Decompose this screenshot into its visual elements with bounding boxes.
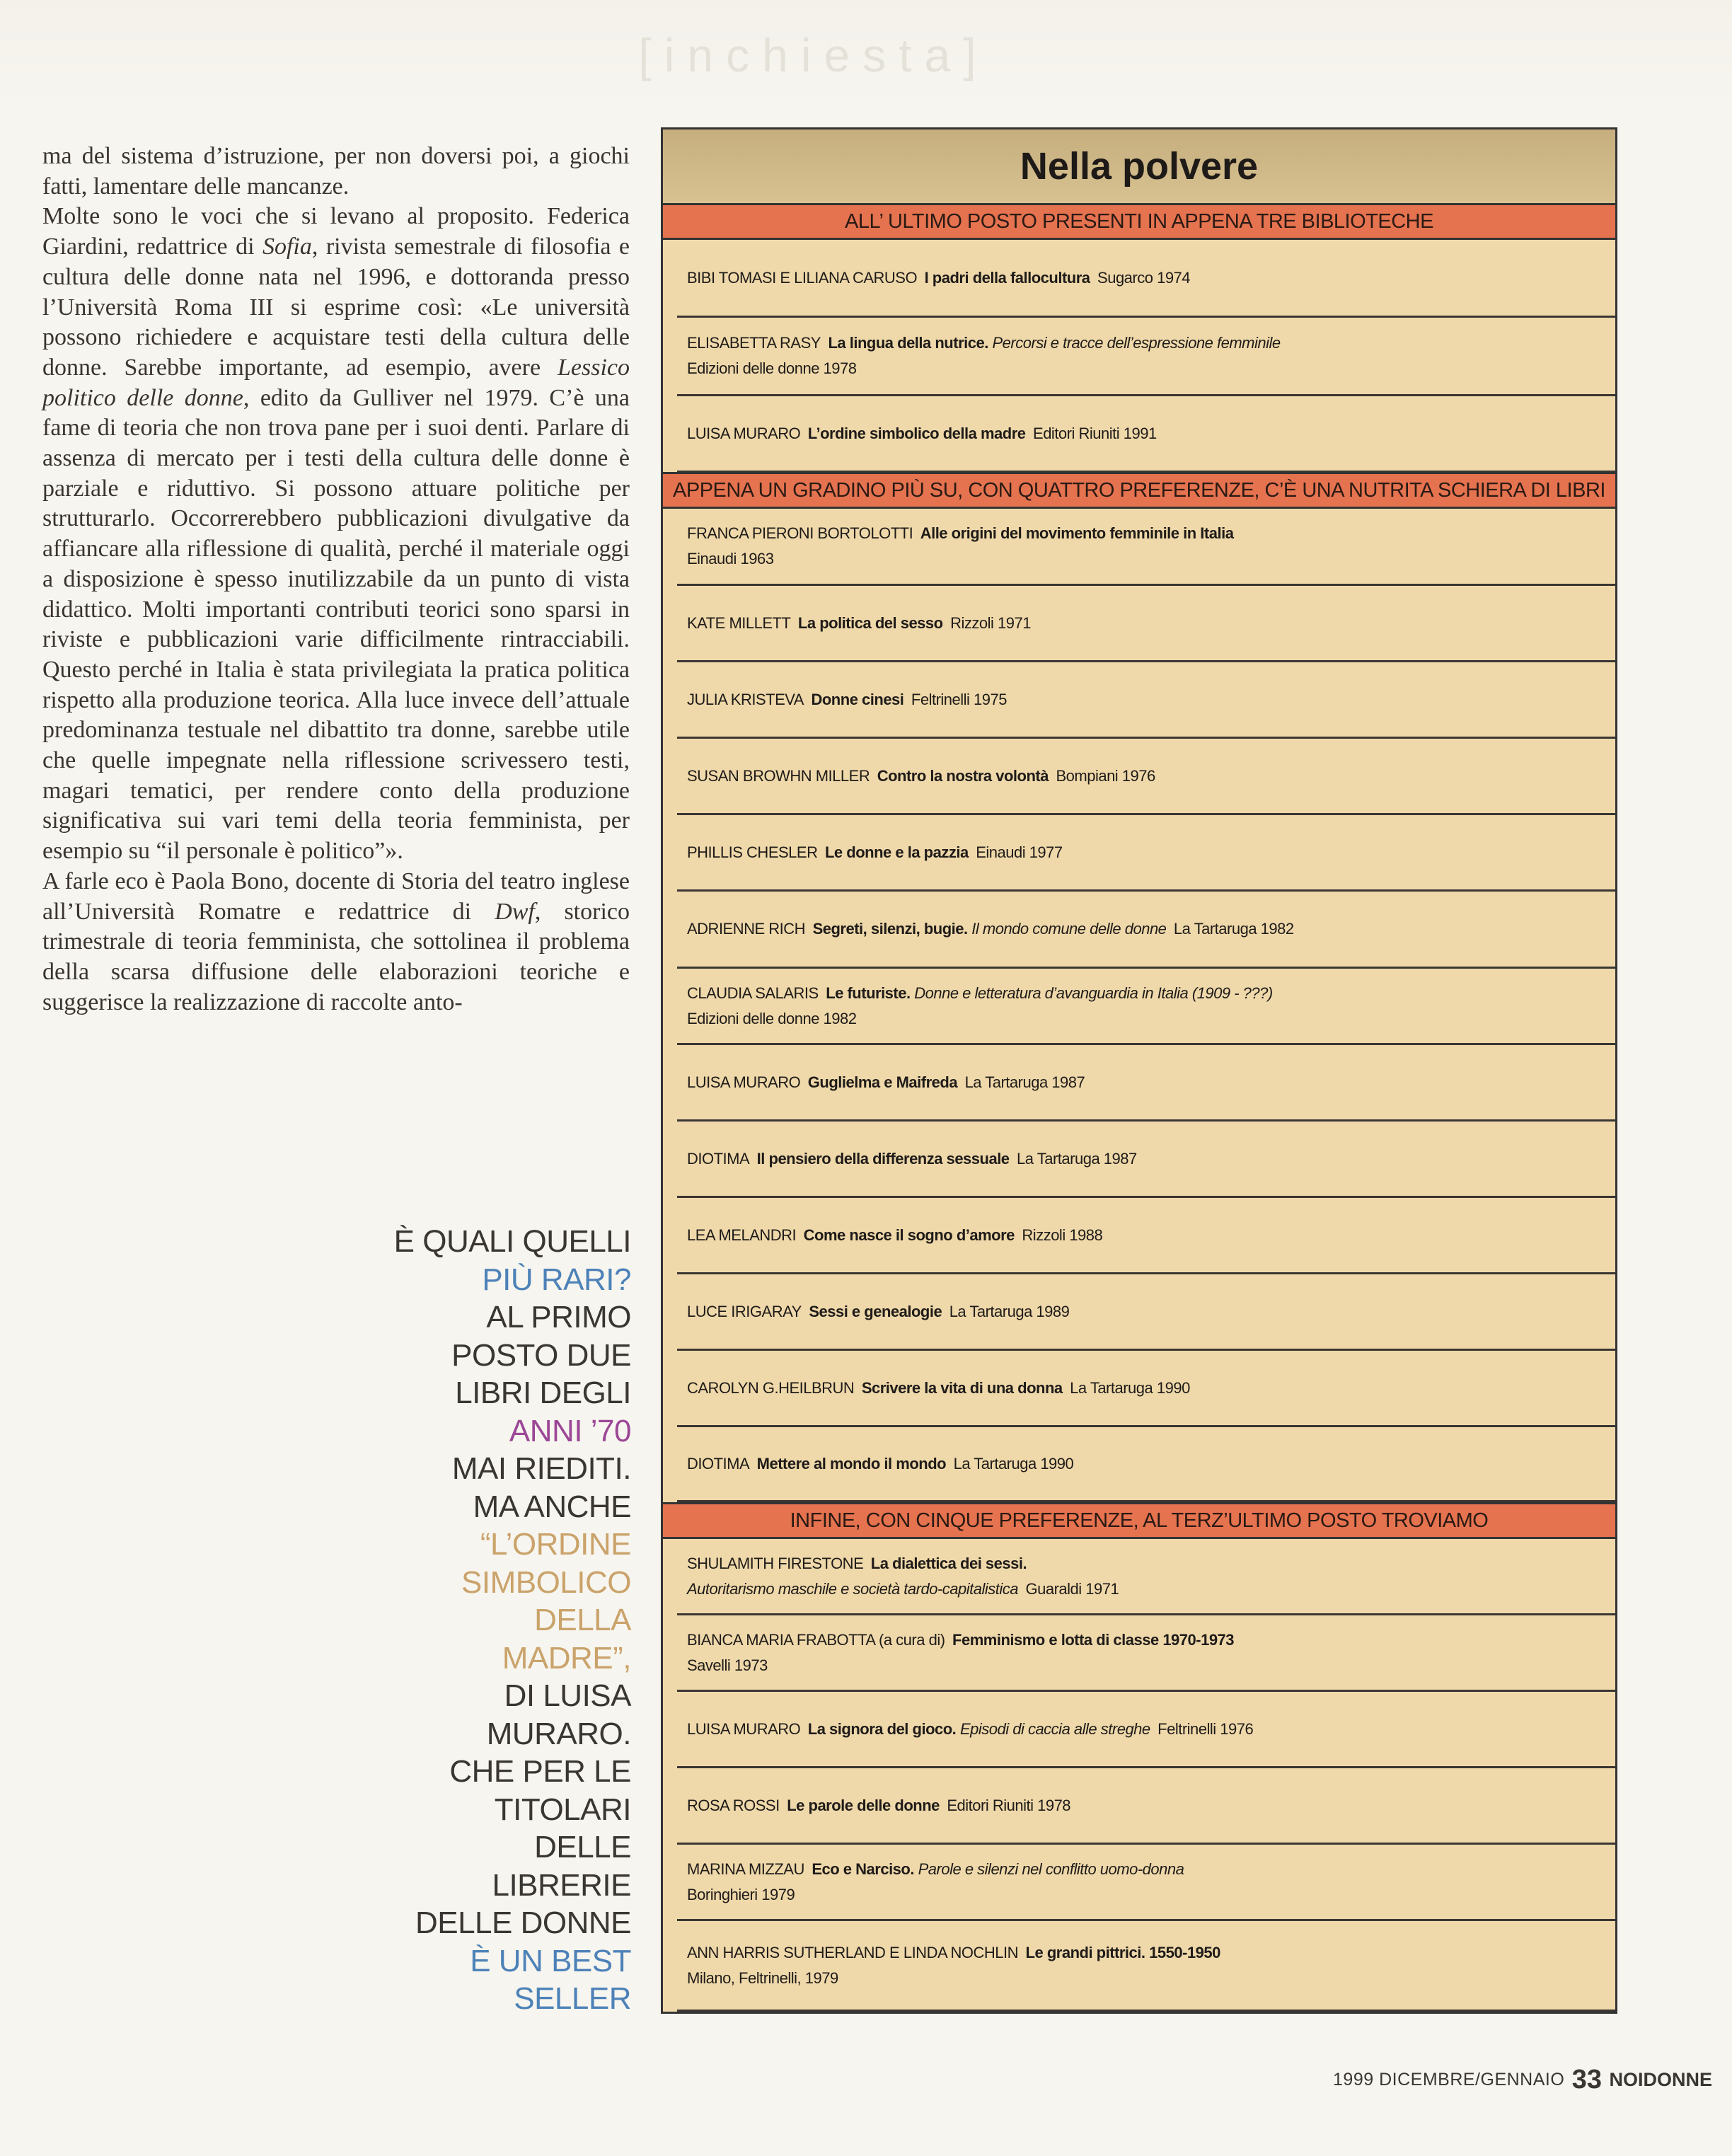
- book-line: [687, 1793, 1615, 1818]
- book-row: [677, 1045, 1615, 1122]
- book-title: Mettere al mondo il mondo: [756, 1454, 947, 1472]
- article-paragraph: [42, 867, 630, 1018]
- book-publisher: Milano, Feltrinelli, 1979: [687, 1968, 838, 1987]
- book-line: [687, 1223, 1615, 1248]
- book-row: [677, 662, 1615, 739]
- book-line: [687, 265, 1615, 291]
- pull-quote-line: MA ANCHE: [473, 1489, 631, 1524]
- book-title: La dialettica dei sessi.: [870, 1554, 1027, 1572]
- book-row: [677, 586, 1615, 662]
- book-title: Le parole delle donne: [787, 1796, 940, 1814]
- book-publisher: Feltrinelli 1975: [911, 690, 1007, 708]
- book-publisher: Rizzoli 1988: [1022, 1226, 1103, 1244]
- pull-quote: [382, 1223, 631, 2018]
- book-publisher: Sugarco 1974: [1097, 268, 1191, 287]
- pull-quote-line: PIÙ RARI?: [482, 1262, 631, 1297]
- page-footer: [1330, 2065, 1712, 2100]
- book-row: [677, 1845, 1615, 1921]
- section-tag: [inchiesta]: [638, 29, 989, 81]
- publication-name: Dwf: [495, 898, 535, 925]
- book-title: I padri della fallocultura: [924, 268, 1090, 287]
- pull-quote-line: MAI RIEDITI.: [451, 1451, 631, 1486]
- book-publisher: Einaudi 1977: [976, 843, 1063, 861]
- book-row: [677, 1539, 1615, 1615]
- pull-quote-line: È UN BEST: [470, 1943, 631, 1978]
- paragraph-text: A farle eco è Paola Bono, docente di Storia del teatro inglese all’Università Romatre e redattrice di: [42, 867, 630, 925]
- book-author: LEA MELANDRI: [687, 1226, 797, 1244]
- book-row: [677, 969, 1615, 1045]
- book-title: Come nasce il sogno d’amore: [803, 1226, 1015, 1244]
- book-author: CLAUDIA SALARIS: [687, 984, 819, 1002]
- pull-quote-line: MADRE”,: [502, 1640, 631, 1676]
- book-line: [687, 356, 1615, 381]
- book-subtitle: Il mondo comune delle donne: [971, 920, 1167, 938]
- book-row: [677, 1274, 1615, 1351]
- book-row: [677, 815, 1615, 892]
- book-line: [687, 1451, 1615, 1477]
- pull-quote-line: CHE PER LE: [449, 1754, 631, 1789]
- pull-quote-line: SELLER: [514, 1981, 631, 2016]
- book-publisher: Edizioni delle donne 1978: [687, 359, 857, 377]
- book-author: DIOTIMA: [687, 1149, 750, 1168]
- pull-quote-line: DELLA: [534, 1603, 631, 1637]
- book-title: Contro la nostra volontà: [877, 766, 1049, 785]
- book-subtitle: Episodi di caccia alle streghe: [959, 1719, 1150, 1738]
- pull-quote-line: LIBRERIE: [492, 1867, 631, 1903]
- book-title: Alle origini del movimento femminile in Italia: [920, 524, 1234, 542]
- book-title: Donne cinesi: [811, 690, 904, 708]
- book-line: [687, 1966, 1615, 1991]
- book-line: [687, 1299, 1615, 1325]
- book-author: LUISA MURARO: [687, 424, 801, 442]
- book-publisher: La Tartaruga 1989: [949, 1302, 1070, 1320]
- section-banner: APPENA UN GRADINO PIÙ SU, CON QUATTRO PREFERENZE, C’È UNA NUTRITA SCHIERA DI LIBRI: [663, 472, 1615, 509]
- book-line: [687, 1627, 1615, 1653]
- section-banner: INFINE, CON CINQUE PREFERENZE, AL TERZ’ULTIMO POSTO TROVIAMO: [663, 1502, 1615, 1539]
- book-line: [687, 611, 1615, 636]
- header-band: [0, 0, 1732, 106]
- book-title: La lingua della nutrice.: [828, 334, 988, 352]
- book-author: ROSA ROSSI: [687, 1796, 780, 1814]
- book-publisher: La Tartaruga 1990: [953, 1454, 1074, 1472]
- book-title: L’ordine simbolico della madre: [807, 424, 1026, 442]
- book-line: [687, 1717, 1615, 1742]
- publication-name: Sofia: [262, 234, 312, 260]
- book-row: [677, 1351, 1615, 1427]
- book-publisher: Rizzoli 1971: [950, 613, 1031, 632]
- paragraph-text: , storico trimestrale di teoria femminista, che sottolinea il problema della scarsa diffusione delle elaborazioni teoriche e suggerisce la realizzazione di raccolte anto-: [42, 898, 630, 1015]
- book-row: [677, 1768, 1615, 1845]
- book-title: Guglielma e Maifreda: [807, 1073, 958, 1091]
- book-title: Segreti, silenzi, bugie.: [812, 920, 968, 938]
- book-row: [677, 509, 1615, 586]
- book-line: [687, 1653, 1615, 1678]
- book-title: Femminismo e lotta di classe 1970-1973: [952, 1630, 1235, 1649]
- book-line: [687, 687, 1615, 713]
- book-line: [687, 1940, 1615, 1966]
- book-row: [677, 1198, 1615, 1274]
- book-publisher: Edizioni delle donne 1982: [687, 1009, 857, 1027]
- book-author: CAROLYN G.HEILBRUN: [687, 1378, 855, 1397]
- paragraph-text: ma del sistema d’istruzione, per non doversi poi, a giochi fatti, lamentare delle mancanze.: [42, 143, 630, 200]
- book-author: LUISA MURARO: [687, 1073, 801, 1091]
- book-list-box: [661, 127, 1617, 2014]
- book-publisher: Feltrinelli 1976: [1157, 1719, 1254, 1738]
- book-author: KATE MILLETT: [687, 613, 791, 632]
- book-subtitle: Percorsi e tracce dell’espressione femminile: [992, 334, 1281, 352]
- book-author: DIOTIMA: [687, 1454, 750, 1472]
- book-author: PHILLIS CHESLER: [687, 843, 818, 861]
- publication-name: Lessico politico delle donne: [42, 354, 630, 411]
- book-line: [687, 1006, 1615, 1032]
- book-title: Scrivere la vita di una donna: [861, 1378, 1063, 1397]
- book-author: FRANCA PIERONI BORTOLOTTI: [687, 524, 913, 542]
- book-line: [687, 1882, 1615, 1908]
- paragraph-text: , edito da Gulliver nel 1979. C’è una fame di teoria che non trova pane per i suoi denti. Parlare di assenza di mercato per i testi della cultura delle donne è parziale e riduttivo. Si possono attuare politiche per strutturarlo. Occorrerebbero pubblicazioni divulgative da affiancare alla riflessione di qualità, perché il materiale oggi a disposizione è spesso inutilizzabile da un punto di vista didattico. Molti importanti contributi teorici sono sparsi in riviste e pubblicazioni varie difficilmente rintracciabili. Questo perché in Italia è stata privilegiata la pratica politica rispetto alla produzione teorica. Alla luce invece dell’attuale predominanza testuale nel dibattito tra donne, sarebbe utile che quelle impegnate nella riflessione scrivessero testi, magari tematici, per rendere conto della produzione significativa sui vari temi della teoria femminista, per esempio su “il personale è politico”».: [42, 384, 630, 865]
- section-banner: ALL’ ULTIMO POSTO PRESENTI IN APPENA TRE BIBLIOTECHE: [663, 203, 1615, 240]
- book-line: [687, 330, 1615, 356]
- pull-quote-line: POSTO DUE: [451, 1337, 631, 1373]
- book-publisher: La Tartaruga 1987: [1017, 1149, 1137, 1168]
- pull-quote-line: TITOLARI: [494, 1792, 631, 1827]
- pull-quote-line: MURARO.: [486, 1716, 631, 1751]
- book-author: ANN HARRIS SUTHERLAND E LINDA NOCHLIN: [687, 1943, 1019, 1961]
- book-publisher: Bompiani 1976: [1056, 766, 1155, 785]
- paragraph-text: , rivista semestrale di filosofia e cultura delle donne nata nel 1996, e dottoranda presso l’Università Roma III si esprime così: «Le università possono richiedere e acquistare testi della cultura delle donne. Sarebbe importante, ad esempio, avere: [42, 234, 630, 381]
- book-publisher: La Tartaruga 1990: [1070, 1378, 1190, 1397]
- pull-quote-line: ANNI ’70: [509, 1413, 631, 1448]
- article-paragraph: [42, 202, 630, 866]
- pull-quote-line: SIMBOLICO: [461, 1564, 631, 1600]
- book-author: LUCE IRIGARAY: [687, 1302, 802, 1320]
- article-body: [42, 142, 630, 1018]
- book-publisher: Editori Riuniti 1978: [947, 1796, 1071, 1814]
- book-author: ELISABETTA RASY: [687, 334, 821, 352]
- book-row: [677, 892, 1615, 969]
- book-line: [687, 1146, 1615, 1172]
- pull-quote-line: LIBRI DEGLI: [455, 1376, 631, 1410]
- book-author: ADRIENNE RICH: [687, 920, 806, 938]
- issue-date: 1999 DICEMBRE/GENNAIO: [1333, 2070, 1565, 2089]
- book-line: [687, 521, 1615, 546]
- book-title: Eco e Narciso.: [812, 1860, 914, 1878]
- book-title: La politica del sesso: [797, 613, 943, 632]
- book-title: La signora del gioco.: [807, 1719, 957, 1738]
- book-row: [677, 739, 1615, 815]
- article-paragraph: [42, 142, 630, 202]
- book-author: MARINA MIZZAU: [687, 1860, 804, 1878]
- book-publisher: Editori Riuniti 1991: [1033, 424, 1157, 442]
- book-author: SHULAMITH FIRESTONE: [687, 1554, 864, 1572]
- paragraph-text: Molte sono le voci che si levano al proposito. Federica Giardini, redattrice di: [42, 203, 630, 260]
- book-author: SUSAN BROWHN MILLER: [687, 766, 870, 785]
- book-author: LUISA MURARO: [687, 1719, 801, 1738]
- book-author: BIBI TOMASI E LILIANA CARUSO: [687, 268, 918, 287]
- book-line: [687, 1376, 1615, 1401]
- book-title: Le futuriste.: [826, 984, 911, 1002]
- book-publisher: Guaraldi 1971: [1025, 1579, 1119, 1598]
- book-line: [687, 1551, 1615, 1576]
- book-row: [677, 1615, 1615, 1692]
- book-row: [677, 240, 1615, 318]
- book-row: [677, 318, 1615, 396]
- book-title: Sessi e genealogie: [809, 1302, 942, 1320]
- pull-quote-line: AL PRIMO: [486, 1300, 631, 1334]
- book-row: [677, 1692, 1615, 1768]
- book-line: [687, 1576, 1615, 1602]
- book-author: BIANCA MARIA FRABOTTA: [687, 1630, 875, 1649]
- book-subtitle: Parole e silenzi nel conflitto uomo-donna: [918, 1860, 1184, 1878]
- book-list-title: Nella polvere: [663, 129, 1615, 205]
- book-line: [687, 916, 1615, 942]
- book-line: [687, 546, 1615, 572]
- pull-quote-line: DELLE DONNE: [415, 1906, 631, 1940]
- book-line: [687, 981, 1615, 1006]
- book-row: [677, 1921, 1615, 2012]
- book-title: Il pensiero della differenza sessuale: [756, 1149, 1010, 1168]
- magazine-name: NOIDONNE: [1609, 2069, 1712, 2090]
- book-subtitle: Donne e letteratura d’avanguardia in Italia (1909 - ???): [914, 984, 1273, 1002]
- book-publisher: Boringhieri 1979: [687, 1885, 795, 1903]
- book-line: [687, 763, 1615, 789]
- book-line: [687, 840, 1615, 865]
- page-number: 33: [1571, 2065, 1603, 2094]
- pull-quote-line: DELLE: [534, 1830, 631, 1864]
- book-publisher: La Tartaruga 1982: [1173, 920, 1294, 938]
- book-subtitle: Autoritarismo maschile e società tardo-capitalistica: [687, 1579, 1018, 1598]
- pull-quote-line: DI LUISA: [504, 1678, 631, 1713]
- book-row: [677, 1122, 1615, 1198]
- book-title: Le donne e la pazzia: [824, 843, 969, 861]
- pull-quote-line: “L’ORDINE: [480, 1527, 631, 1562]
- book-line: [687, 1070, 1615, 1095]
- book-publisher: Einaudi 1963: [687, 550, 774, 567]
- book-line: [687, 421, 1615, 446]
- book-line: [687, 1857, 1615, 1882]
- pull-quote-line: È QUALI QUELLI: [393, 1224, 631, 1259]
- book-publisher: Savelli 1973: [687, 1656, 768, 1674]
- book-publisher: La Tartaruga 1987: [964, 1073, 1085, 1091]
- book-note: (a cura di): [879, 1630, 945, 1649]
- book-title: Le grandi pittrici. 1550-1950: [1025, 1943, 1220, 1961]
- book-author: JULIA KRISTEVA: [687, 690, 804, 708]
- book-row: [677, 1427, 1615, 1502]
- book-row: [677, 396, 1615, 473]
